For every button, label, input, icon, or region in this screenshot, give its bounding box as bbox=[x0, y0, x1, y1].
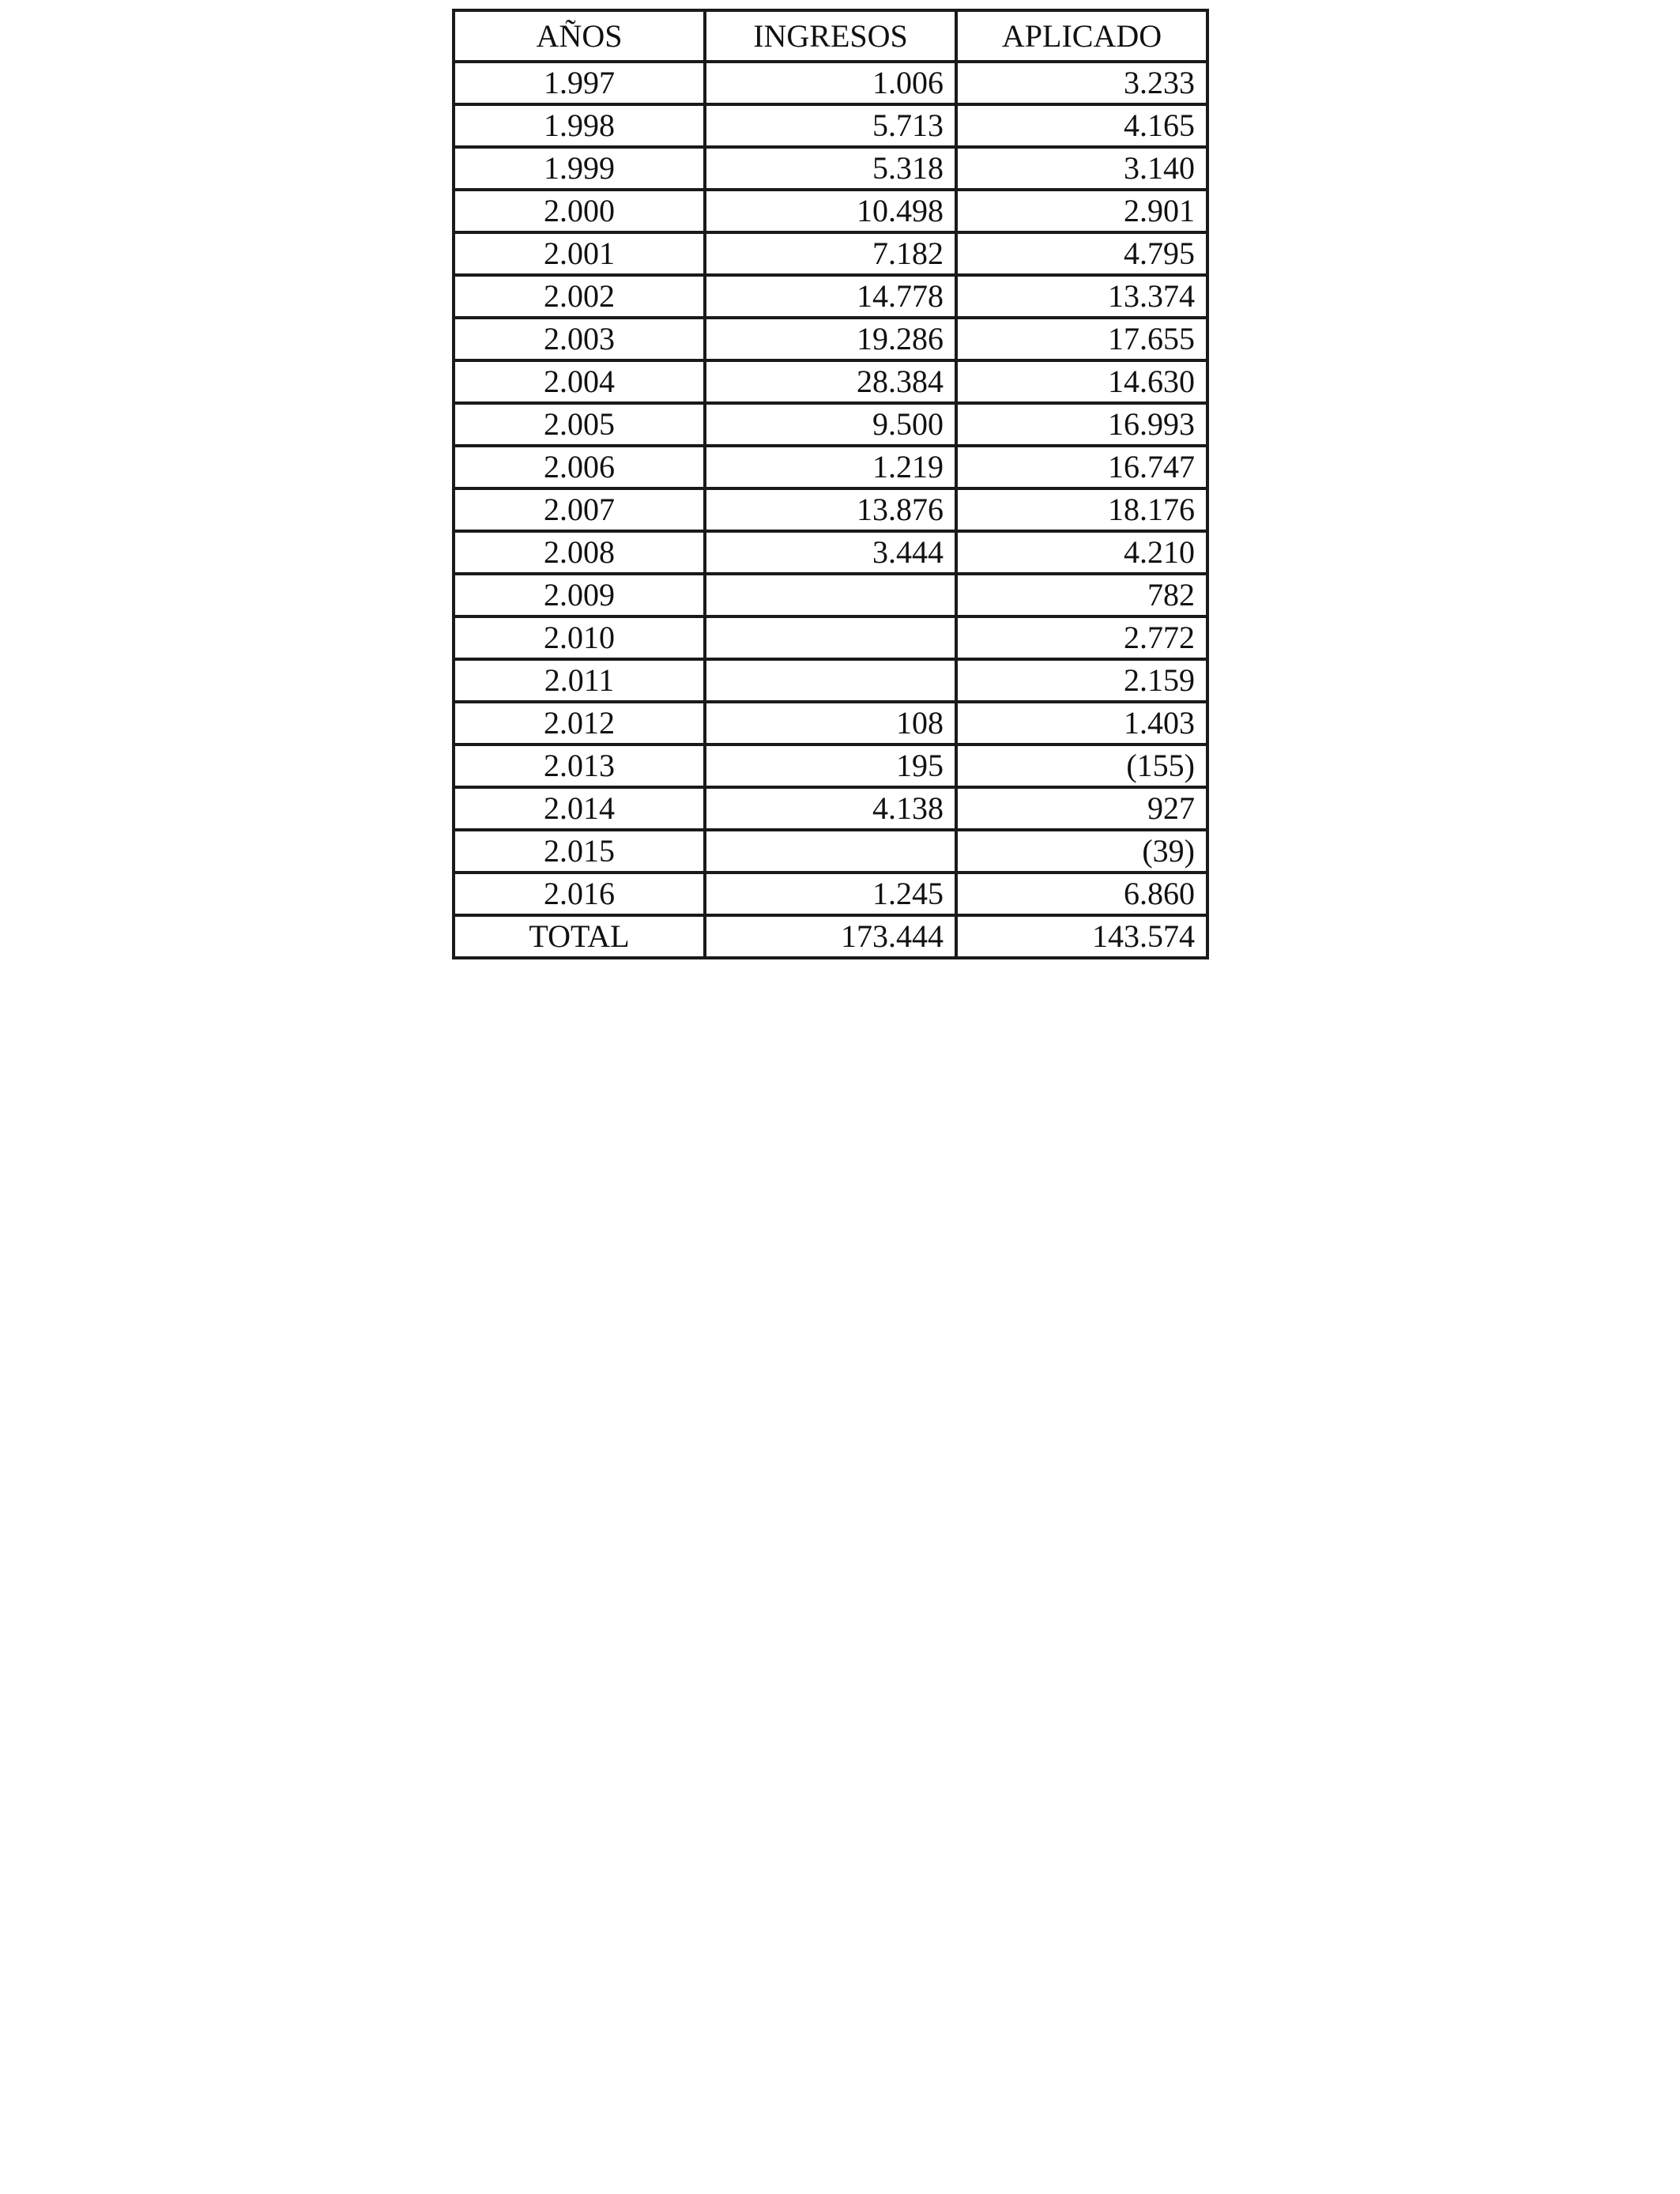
cell-year: 2.005 bbox=[454, 403, 705, 446]
cell-year: 2.015 bbox=[454, 830, 705, 873]
cell-aplicado: 14.630 bbox=[956, 360, 1207, 403]
cell-ingresos: 7.182 bbox=[705, 232, 956, 275]
table-row bbox=[454, 702, 1207, 745]
cell-aplicado: 6.860 bbox=[956, 873, 1207, 915]
cell-aplicado: 3.233 bbox=[956, 62, 1207, 104]
table-row bbox=[454, 104, 1207, 147]
table-header-row bbox=[454, 10, 1207, 62]
cell-ingresos: 5.713 bbox=[705, 104, 956, 147]
cell-ingresos: 108 bbox=[705, 702, 956, 745]
table-body bbox=[454, 62, 1207, 958]
cell-ingresos bbox=[705, 616, 956, 659]
cell-year: 1.999 bbox=[454, 147, 705, 190]
cell-ingresos: 195 bbox=[705, 745, 956, 787]
ingresos-aplicado-table bbox=[452, 9, 1209, 959]
table-row bbox=[454, 147, 1207, 190]
cell-ingresos: 5.318 bbox=[705, 147, 956, 190]
cell-ingresos bbox=[705, 659, 956, 702]
table-row bbox=[454, 360, 1207, 403]
table-row bbox=[454, 659, 1207, 702]
header-ingresos: INGRESOS bbox=[705, 10, 956, 62]
cell-year: 2.010 bbox=[454, 616, 705, 659]
cell-aplicado: 18.176 bbox=[956, 488, 1207, 531]
table-row bbox=[454, 616, 1207, 659]
cell-year: 1.997 bbox=[454, 62, 705, 104]
header-aplicado: APLICADO bbox=[956, 10, 1207, 62]
cell-ingresos: 19.286 bbox=[705, 318, 956, 360]
cell-aplicado: 2.901 bbox=[956, 190, 1207, 232]
table-row bbox=[454, 62, 1207, 104]
cell-aplicado: 1.403 bbox=[956, 702, 1207, 745]
table-row bbox=[454, 232, 1207, 275]
cell-year: 2.004 bbox=[454, 360, 705, 403]
total-label: TOTAL bbox=[454, 915, 705, 958]
cell-year: 2.009 bbox=[454, 574, 705, 616]
cell-ingresos: 1.219 bbox=[705, 446, 956, 488]
table-row bbox=[454, 275, 1207, 318]
cell-aplicado: 16.747 bbox=[956, 446, 1207, 488]
cell-year: 2.008 bbox=[454, 531, 705, 574]
cell-year: 2.011 bbox=[454, 659, 705, 702]
cell-aplicado: 782 bbox=[956, 574, 1207, 616]
table-row bbox=[454, 531, 1207, 574]
cell-aplicado: (155) bbox=[956, 745, 1207, 787]
table-row bbox=[454, 403, 1207, 446]
cell-ingresos: 28.384 bbox=[705, 360, 956, 403]
cell-year: 2.002 bbox=[454, 275, 705, 318]
cell-aplicado: 13.374 bbox=[956, 275, 1207, 318]
table-row bbox=[454, 574, 1207, 616]
table-row bbox=[454, 787, 1207, 830]
cell-aplicado: (39) bbox=[956, 830, 1207, 873]
cell-year: 2.012 bbox=[454, 702, 705, 745]
cell-ingresos: 1.006 bbox=[705, 62, 956, 104]
cell-ingresos bbox=[705, 574, 956, 616]
table-row bbox=[454, 873, 1207, 915]
total-aplicado: 143.574 bbox=[956, 915, 1207, 958]
cell-aplicado: 4.795 bbox=[956, 232, 1207, 275]
table-row bbox=[454, 745, 1207, 787]
cell-aplicado: 2.772 bbox=[956, 616, 1207, 659]
cell-aplicado: 3.140 bbox=[956, 147, 1207, 190]
cell-aplicado: 2.159 bbox=[956, 659, 1207, 702]
cell-aplicado: 927 bbox=[956, 787, 1207, 830]
table-row bbox=[454, 830, 1207, 873]
cell-ingresos: 10.498 bbox=[705, 190, 956, 232]
cell-ingresos: 3.444 bbox=[705, 531, 956, 574]
cell-ingresos: 9.500 bbox=[705, 403, 956, 446]
cell-aplicado: 16.993 bbox=[956, 403, 1207, 446]
cell-ingresos: 1.245 bbox=[705, 873, 956, 915]
cell-year: 2.016 bbox=[454, 873, 705, 915]
cell-year: 2.003 bbox=[454, 318, 705, 360]
cell-year: 2.001 bbox=[454, 232, 705, 275]
cell-ingresos: 4.138 bbox=[705, 787, 956, 830]
cell-year: 2.000 bbox=[454, 190, 705, 232]
cell-ingresos: 14.778 bbox=[705, 275, 956, 318]
cell-aplicado: 4.165 bbox=[956, 104, 1207, 147]
table-row bbox=[454, 488, 1207, 531]
cell-ingresos: 13.876 bbox=[705, 488, 956, 531]
table-row bbox=[454, 318, 1207, 360]
cell-aplicado: 17.655 bbox=[956, 318, 1207, 360]
cell-ingresos bbox=[705, 830, 956, 873]
cell-year: 2.013 bbox=[454, 745, 705, 787]
cell-aplicado: 4.210 bbox=[956, 531, 1207, 574]
cell-year: 2.006 bbox=[454, 446, 705, 488]
header-anos: AÑOS bbox=[454, 10, 705, 62]
cell-year: 2.007 bbox=[454, 488, 705, 531]
cell-year: 2.014 bbox=[454, 787, 705, 830]
cell-year: 1.998 bbox=[454, 104, 705, 147]
total-row bbox=[454, 915, 1207, 958]
table-row bbox=[454, 446, 1207, 488]
table-row bbox=[454, 190, 1207, 232]
total-ingresos: 173.444 bbox=[705, 915, 956, 958]
